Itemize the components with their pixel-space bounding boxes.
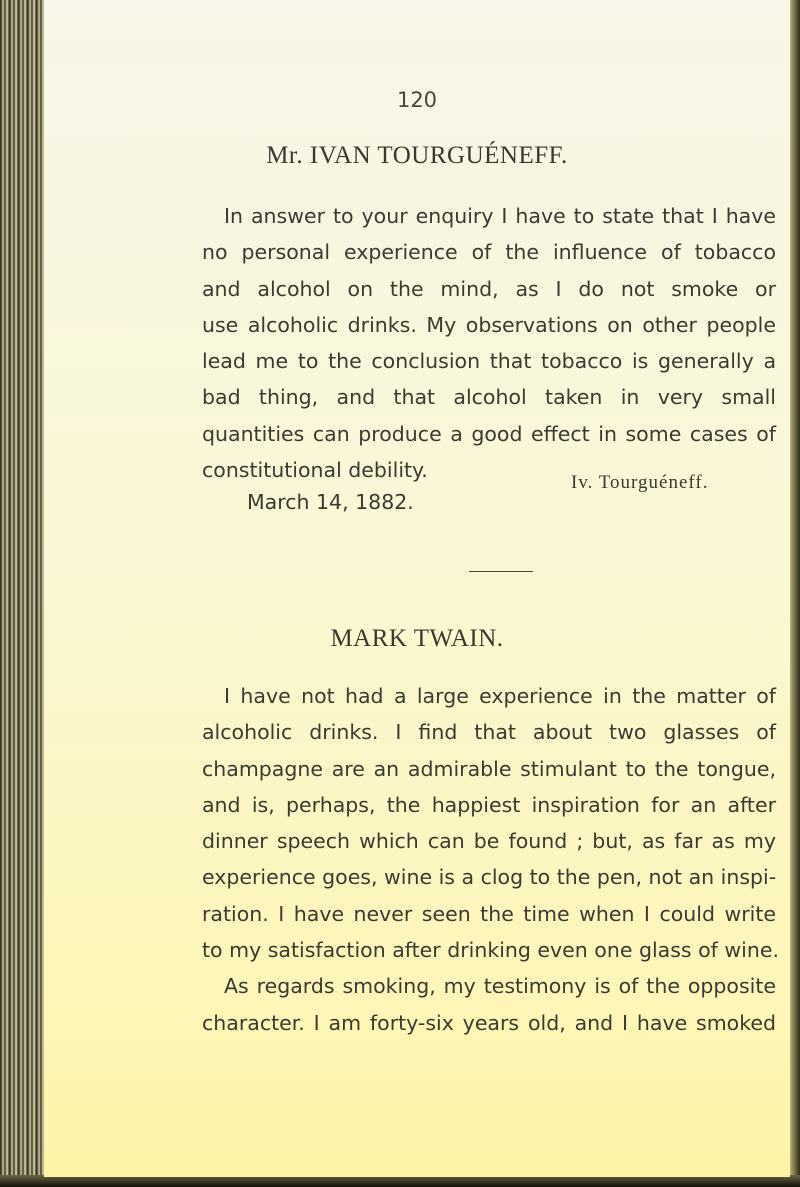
paragraph-line: I have not had a large experience in the matter of [224,684,776,708]
signature-tourgueneff: Iv. Tourguéneff. [571,472,709,493]
paragraph-line: and alcohol on the mind, as I do not smoke or [202,276,776,301]
paragraph-line: dinner speech which can be found ; but, as far as my [202,829,776,854]
paragraph-line: character. I am forty-six years old, and I have smoked [202,1010,776,1035]
letter-paragraph-mark-twain [202,678,779,1041]
paragraph-line: experience goes, wine is a clog to the pen, not an inspi- [202,865,777,890]
letter-date: March 14, 1882. [247,490,414,514]
section-heading-mark-twain: MARK TWAIN. [330,625,504,652]
paragraph-line: bad thing, and that alcohol taken in very small [202,385,776,410]
paragraph-line: to my satisfaction after drinking even one glass of wine. [202,938,779,963]
paragraph-line: champagne are an admirable stimulant to the tongue, [202,756,776,781]
book-page [44,0,790,1177]
paragraph-line: alcoholic drinks. I find that about two glasses of [202,720,776,745]
paragraph-line: lead me to the conclusion that tobacco is generally a [202,349,776,374]
letter-paragraph-tourgueneff [202,198,776,488]
paragraph-line: quantities can produce a good effect in some cases of [202,421,776,446]
section-divider [469,571,533,572]
paragraph-line: ration. I have never seen the time when I could write [202,901,776,926]
paragraph-line: and is, perhaps, the happiest inspiration for an after [202,792,776,817]
paragraph-line: no personal experience of the influence of tobacco [202,240,776,265]
paragraph-line: use alcoholic drinks. My observations on other people [202,312,776,337]
section-heading-tourgueneff: Mr. IVAN TOURGUÉNEFF. [266,142,568,169]
paragraph-line: constitutional debility. [202,458,428,483]
page-number: 120 [396,88,438,112]
paragraph-line: As regards smoking, my testimony is of the opposite [224,974,776,999]
paragraph-line: In answer to your enquiry I have to state that I have [224,204,776,228]
page-stack-edge [0,0,46,1187]
